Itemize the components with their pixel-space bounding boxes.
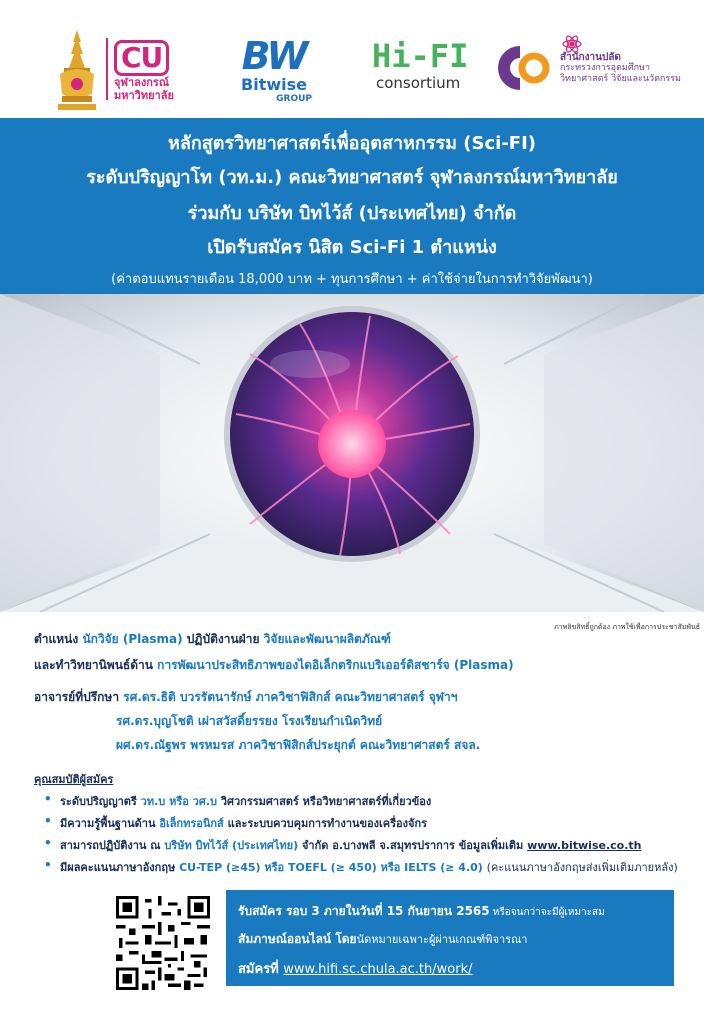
position-dept: วิจัยและพัฒนาผลิตภัณฑ์ [263, 632, 391, 646]
mhesi-name-line3: วิทยาศาสตร์ วิจัยและนวัตกรรม [560, 74, 681, 84]
header-opening: เปิดรับสมัคร นิสิต Sci-Fi 1 ตำแหน่ง [207, 237, 497, 258]
apply-interview-text: สัมภาษณ์ออนไลน์ โดย [238, 932, 357, 946]
q4-label: มีผลคะแนนภาษาอังกฤษ [60, 861, 176, 874]
bitwise-name: Bitwise [241, 75, 307, 94]
q1-label: ระดับปริญญาตรี [60, 795, 137, 808]
position-label: ตำแหน่ง [34, 632, 79, 646]
advisor-1 [34, 688, 458, 707]
cu-name-line2: มหาวิทยาลัย [114, 89, 174, 102]
header-partner: ร่วมกับ บริษัท บิทไว้ส์ (ประเทศไทย) จำกัด [187, 203, 517, 224]
apply-deadline-text: รับสมัคร รอบ 3 ภายในวันที่ 15 กันยายน 2565 [238, 904, 490, 918]
qualification-knowledge [44, 814, 678, 836]
bitwise-website-link[interactable]: www.bitwise.co.th [527, 839, 642, 852]
header-program: หลักสูตรวิทยาศาสตร์เพื่ออุตสาหกรรม (Sci-FI) [167, 133, 536, 154]
qualification-english [44, 858, 678, 880]
mhesi-name-line2: กระทรวงการอุดมศึกษา [560, 63, 650, 73]
apply-interview-note: นัดหมายเฉพาะผู้ผ่านเกณฑ์พิจารณา [356, 933, 528, 946]
q4-note: (คะแนนภาษาอังกฤษส่งเพิ่มเติมภายหลัง) [486, 861, 678, 874]
apply-url-line [238, 958, 472, 979]
mhesi-go-icon [490, 38, 550, 98]
position-title: นักวิจัย (Plasma) [82, 632, 183, 646]
apply-url-label: สมัครที่ [238, 962, 284, 977]
apply-interview [238, 930, 527, 949]
q3-label: สามารถปฏิบัติงาน ณ [60, 839, 161, 852]
thesis-line [34, 656, 514, 675]
chula-emblem-icon [52, 28, 102, 112]
bitwise-logo [232, 36, 316, 104]
qr-code-icon[interactable] [116, 896, 210, 990]
bitwise-letters: BW [241, 34, 307, 78]
position-mid: ปฏิบัติงานฝ่าย [186, 632, 260, 646]
hifi-logo [372, 38, 468, 92]
mhesi-atom-icon [562, 34, 582, 54]
advisor-1-name: รศ.ดร.ธิติ บวรรัตนารักษ์ [123, 690, 252, 704]
advisor-2-name: รศ.ดร.บุญโชติ เผ่าสวัสดิ์ยรรยง [116, 714, 278, 728]
q2-electronics: อิเล็กทรอนิกส์ [159, 817, 224, 830]
bitwise-group: GROUP [276, 94, 312, 104]
advisor-3 [116, 736, 480, 755]
advisor-3-dept: ภาควิชาฟิสิกส์ประยุกต์ คณะวิทยาศาสตร์ สจล. [238, 738, 481, 752]
cu-divider [106, 38, 108, 100]
cu-logo-text: CU [114, 40, 169, 76]
advisor-2-dept: โรงเรียนกำเนิดวิทย์ [281, 714, 383, 728]
q3-company: บริษัท บิทไว้ส์ (ประเทศไทย) [164, 839, 299, 852]
cu-name [114, 76, 204, 102]
hifi-subtitle: consortium [376, 74, 461, 92]
advisor-1-dept: ภาควิชาฟิสิกส์ คณะวิทยาศาสตร์ จุฬาฯ [255, 690, 458, 704]
logo-bar [0, 0, 704, 118]
cu-name-line1: จุฬาลงกรณ์ [114, 76, 170, 89]
q1-field: วิศวกรรมศาสตร์ หรือวิทยาศาสตร์ที่เกี่ยวข้อง [220, 795, 432, 808]
thesis-label: และทำวิทยานิพนธ์ด้าน [34, 658, 153, 672]
qualification-location [44, 836, 678, 858]
thesis-topic: การพัฒนาประสิทธิภาพของไดอิเล็กตริกแบริเออร์ดิสชาร์จ (Plasma) [157, 658, 514, 672]
q1-degree: วท.บ หรือ วศ.บ [140, 795, 217, 808]
q2-label: มีความรู้พื้นฐานด้าน [60, 817, 156, 830]
q3-address: จำกัด อ.บางพลี จ.สมุทรปราการ ข้อมูลเพิ่มเติม [301, 839, 524, 852]
header-banner [0, 118, 704, 294]
hero-image [0, 294, 704, 612]
mhesi-name-line1: สำนักงานปลัด [560, 52, 621, 63]
advisor-3-name: ผศ.ดร.ณัฐพร พรหมรส [116, 738, 235, 752]
apply-deadline-note: หรือจนกว่าจะมีผู้เหมาะสม [489, 907, 605, 918]
advisors-label: อาจารย์ที่ปรึกษา [34, 690, 120, 704]
hifi-title: Hi-FI [372, 37, 469, 75]
apply-box [226, 890, 674, 986]
qualification-degree [44, 792, 678, 814]
plasma-ball-image [0, 294, 704, 612]
header-compensation: (ค่าตอบแทนรายเดือน 18,000 บาท + ทุนการศึกษา + ค่าใช้จ่ายในการทำวิจัยพัฒนา) [111, 272, 593, 287]
position-line [34, 630, 391, 649]
cu-logo [114, 40, 169, 76]
apply-deadline [238, 902, 605, 921]
header-degree: ระดับปริญญาโท (วท.ม.) คณะวิทยาศาสตร์ จุฬาลงกรณ์มหาวิทยาลัย [86, 167, 618, 188]
image-credit: ภาพลิขสิทธิ์ถูกต้อง ภาพใช้เพื่อการประชาสัมพันธ์ [554, 623, 700, 631]
q2-control: และระบบควบคุมการทำงานของเครื่องจักร [227, 817, 428, 830]
qualifications-list [44, 792, 678, 880]
apply-url-link[interactable]: www.hifi.sc.chula.ac.th/work/ [283, 962, 473, 977]
qualifications-title: คุณสมบัติผู้สมัคร [34, 773, 114, 786]
mhesi-name [560, 52, 690, 85]
advisor-2 [116, 712, 382, 731]
q4-scores: CU-TEP (≥45) หรือ TOEFL (≥ 450) หรือ IELTS (≥ 4.0) [179, 861, 483, 874]
